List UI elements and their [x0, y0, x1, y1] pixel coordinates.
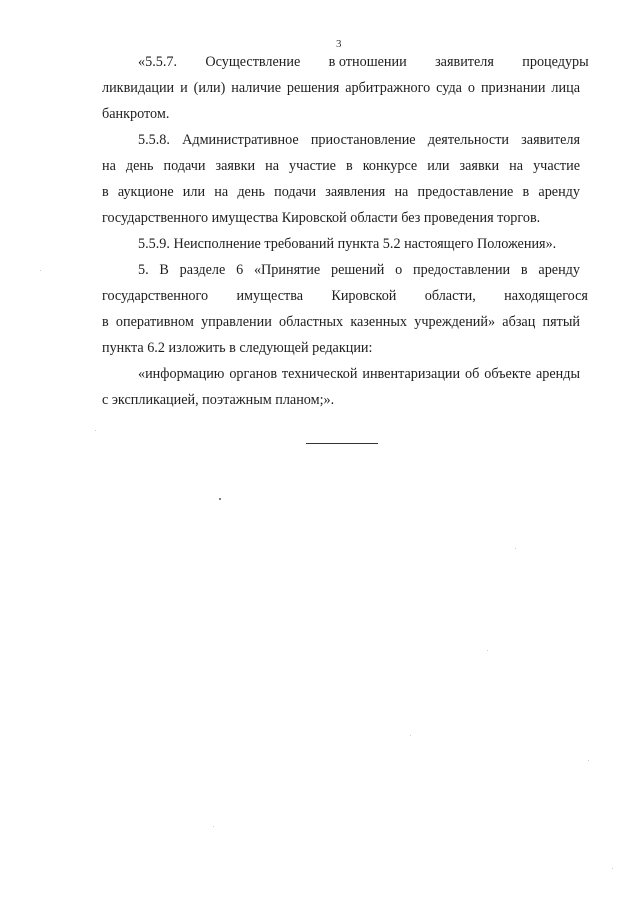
paragraph-line: 5.5.8. Административное приостановление деятельности заявителя [138, 132, 580, 148]
paragraph-line: в оперативном управлении областных казенных учреждений» абзац пятый [102, 314, 580, 330]
scan-speck [515, 548, 516, 549]
scan-speck [487, 650, 488, 651]
paragraph-line: государственного имущества Кировской области без проведения торгов. [102, 210, 541, 226]
paragraph-line: пункта 6.2 изложить в следующей редакции: [102, 340, 373, 356]
paragraph-line [138, 54, 589, 70]
scan-speck [95, 430, 96, 431]
paragraph-line: 5. В разделе 6 «Принятие решений о предоставлении в аренду [138, 262, 580, 278]
scan-speck [219, 498, 221, 500]
paragraph-line: ликвидации и (или) наличие решения арбитражного суда о признании лица [102, 80, 580, 96]
scan-speck [588, 760, 589, 761]
paragraph-line: на день подачи заявки на участие в конкурсе или заявки на участие [102, 158, 580, 174]
paragraph-line: 5.5.9. Неисполнение требований пункта 5.2 настоящего Положения». [138, 236, 557, 252]
text-line: государственного имущества Кировской области, находящегося [102, 288, 588, 304]
text-line: «5.5.7. Осуществление в отношении заявителя процедуры [138, 54, 589, 70]
paragraph-line [102, 288, 588, 304]
paragraph-line: «информацию органов технической инвентаризации об объекте аренды [138, 366, 580, 382]
paragraph-line: банкротом. [102, 106, 170, 122]
paragraph-line: с экспликацией, поэтажным планом;». [102, 392, 335, 408]
scan-speck [213, 826, 214, 827]
page-number: 3 [336, 38, 342, 50]
paragraph-line: в аукционе или на день подачи заявления на предоставление в аренду [102, 184, 580, 200]
closing-rule [306, 443, 378, 444]
scan-speck [40, 270, 41, 271]
scan-speck [410, 735, 411, 736]
scan-speck [612, 868, 613, 869]
